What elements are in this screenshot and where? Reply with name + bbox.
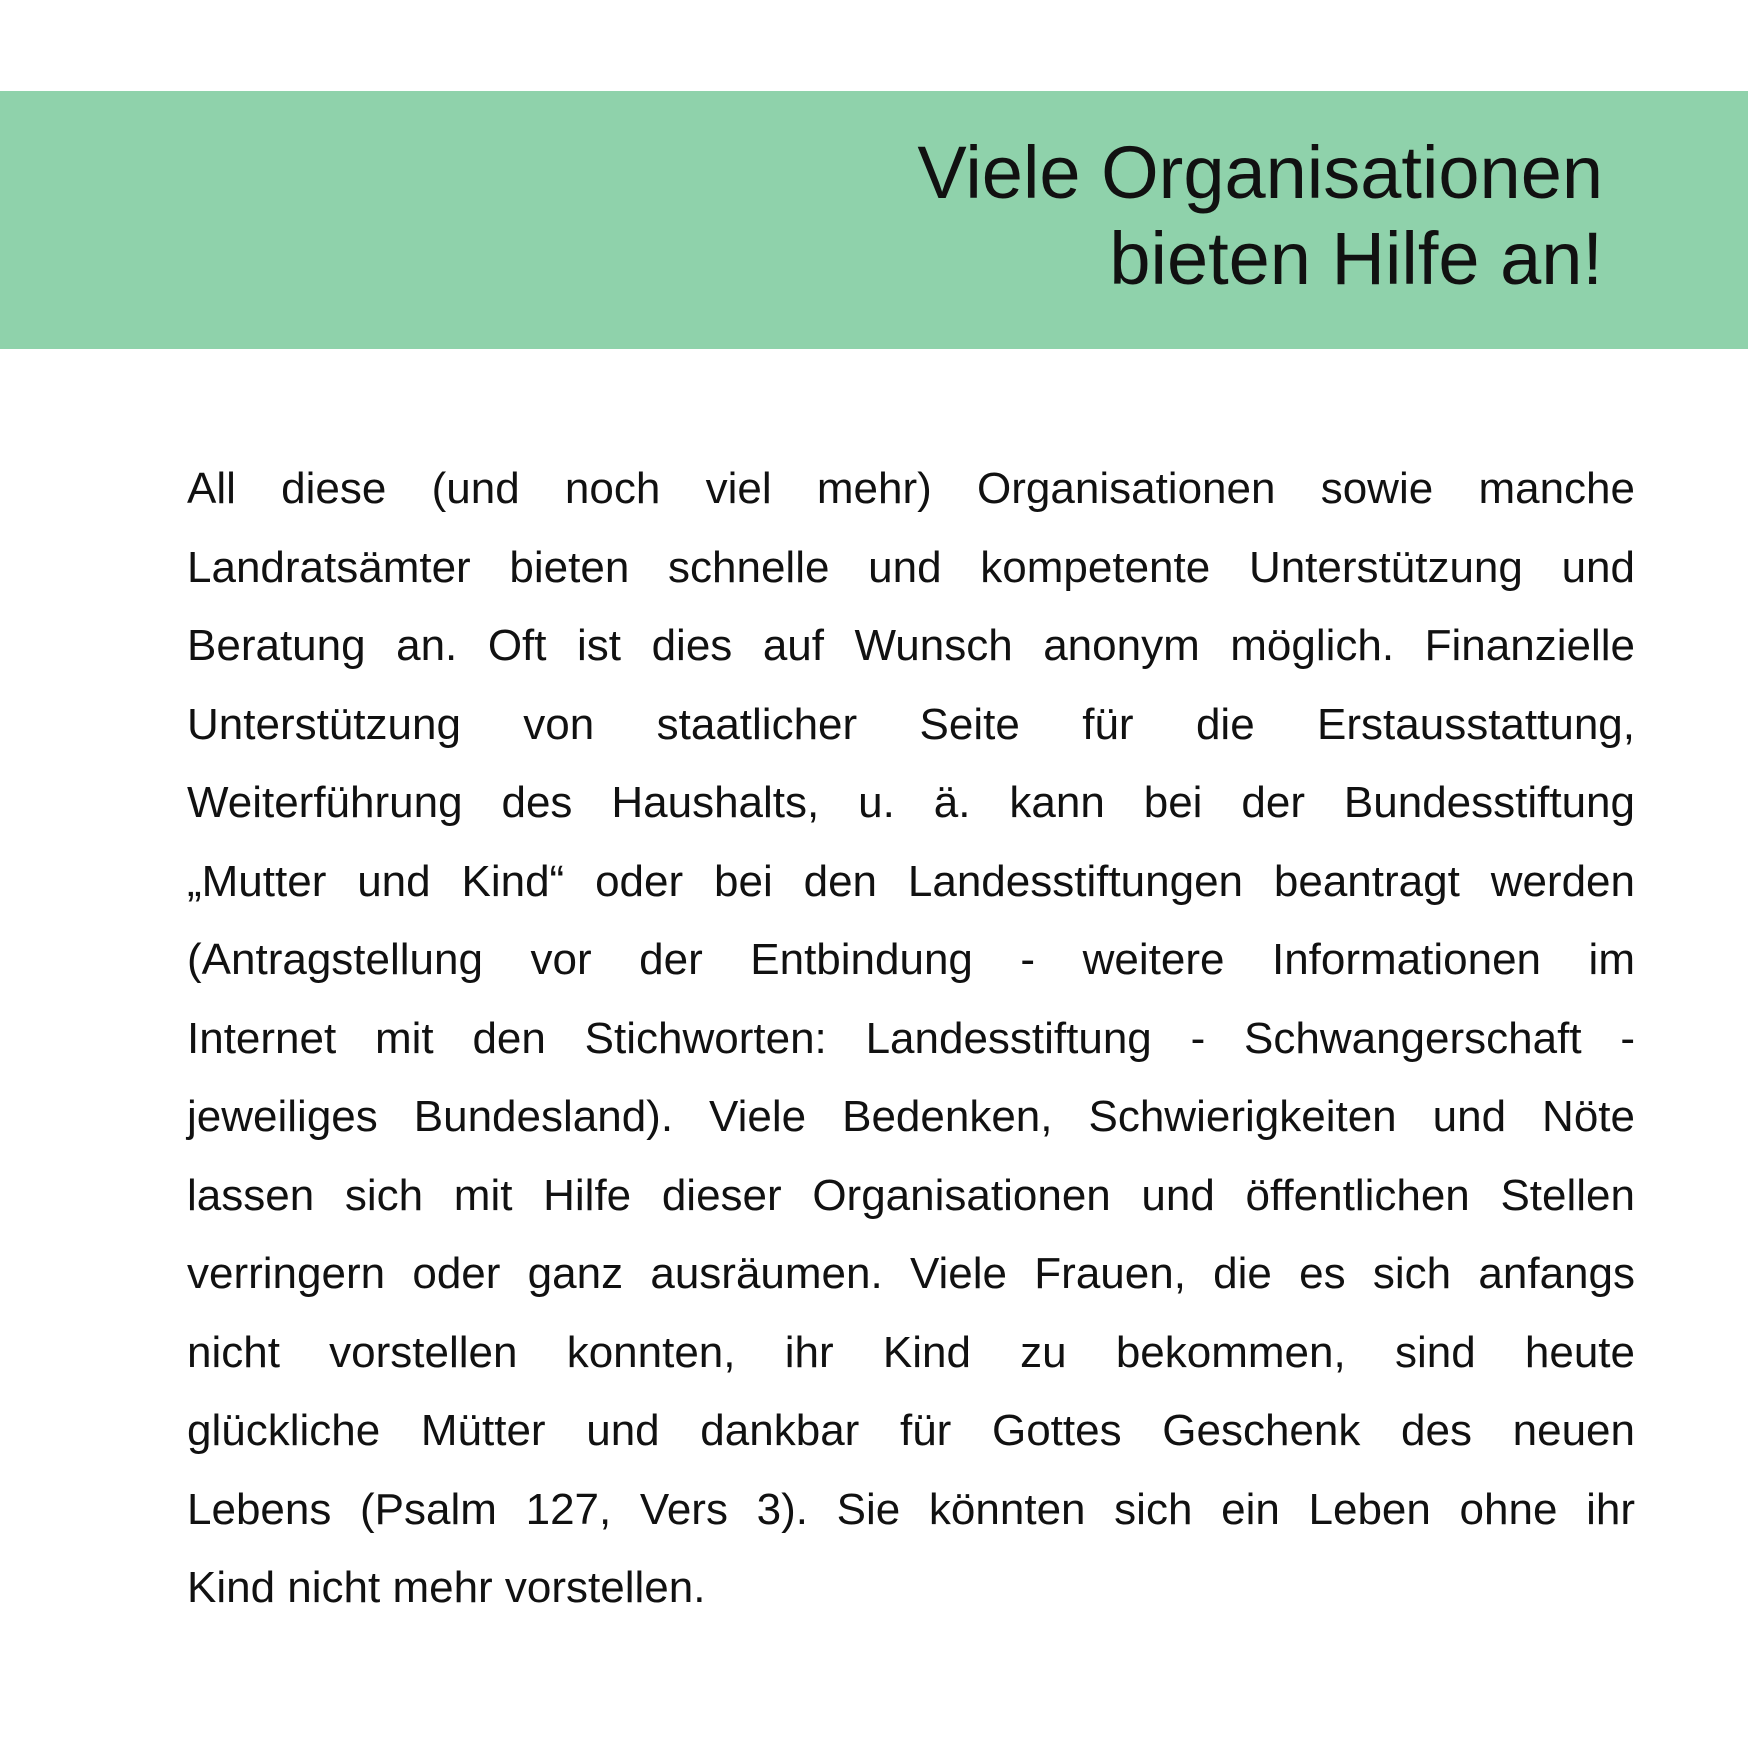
paragraph-line: „Mutter und Kind“ oder bei den Landesstiftungen beantragt werden bbox=[187, 856, 1635, 906]
paragraph-line: Internet mit den Stichworten: Landesstiftung - Schwangerschaft - bbox=[187, 1013, 1635, 1063]
paragraph-line: nicht vorstellen konnten, ihr Kind zu bekommen, sind heute bbox=[187, 1327, 1635, 1377]
paragraph-line: Unterstützung von staatlicher Seite für die Erstausstattung, bbox=[187, 699, 1635, 749]
paragraph-line: jeweiliges Bundesland). Viele Bedenken, Schwierigkeiten und Nöte bbox=[187, 1092, 1635, 1141]
page-title bbox=[917, 130, 1603, 302]
paragraph-line: Lebens (Psalm 127, Vers 3). Sie könnten sich ein Leben ohne ihr bbox=[187, 1484, 1635, 1534]
paragraph-line: All diese (und noch viel mehr) Organisationen sowie manche bbox=[187, 464, 1635, 513]
paragraph-line: Landratsämter bieten schnelle und kompetente Unterstützung und bbox=[187, 542, 1635, 592]
paragraph-line: Weiterführung des Haushalts, u. ä. kann bei der Bundesstiftung bbox=[187, 778, 1635, 827]
paragraph-line: verringern oder ganz ausräumen. Viele Frauen, die es sich anfangs bbox=[187, 1249, 1635, 1298]
page-title-line-1: Viele Organisationen bbox=[917, 131, 1603, 214]
paragraph-line: lassen sich mit Hilfe dieser Organisationen und öffentlichen Stellen bbox=[187, 1170, 1635, 1220]
body-paragraph bbox=[187, 450, 1635, 1628]
paragraph-line: Kind nicht mehr vorstellen. bbox=[187, 1563, 706, 1612]
paragraph-line: Beratung an. Oft ist dies auf Wunsch anonym möglich. Finanzielle bbox=[187, 621, 1635, 670]
paragraph-line: (Antragstellung vor der Entbindung - weitere Informationen im bbox=[187, 935, 1635, 984]
paragraph-line: glückliche Mütter und dankbar für Gottes Geschenk des neuen bbox=[187, 1406, 1635, 1455]
page-title-line-2: bieten Hilfe an! bbox=[1109, 217, 1603, 300]
